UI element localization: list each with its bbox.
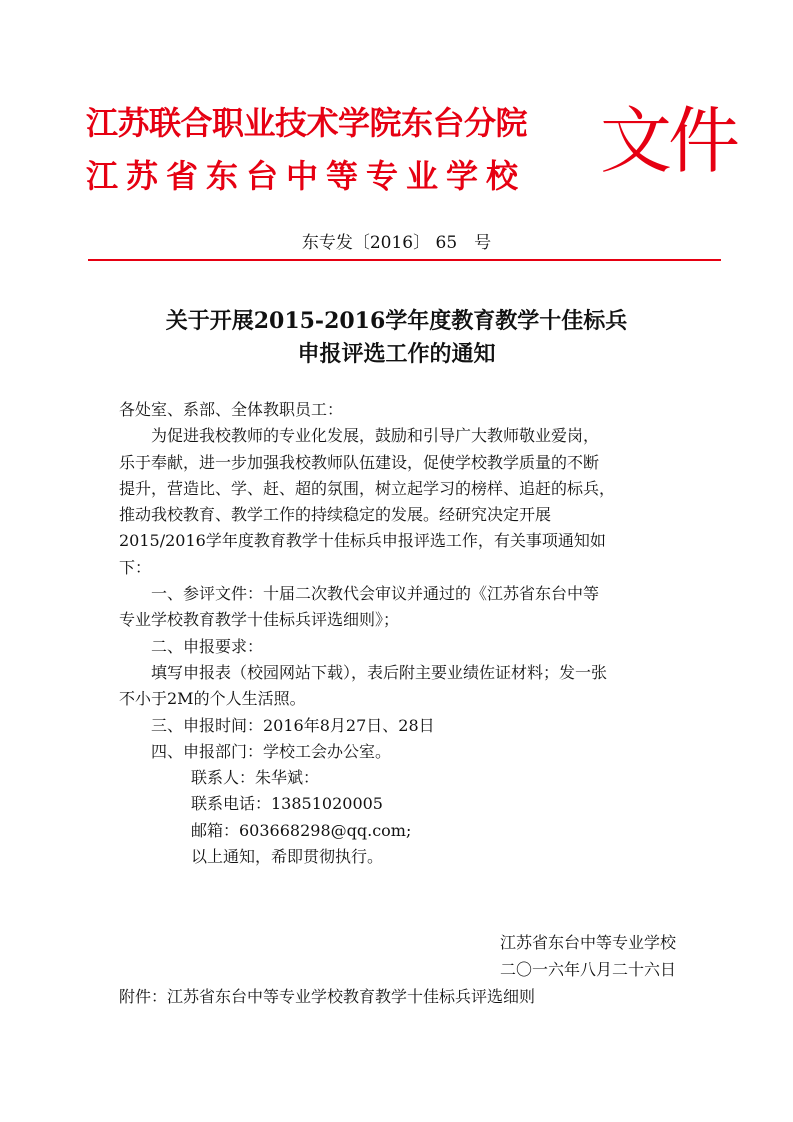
- notice-body: [119, 397, 689, 870]
- attachment-line: 附件：江苏省东台中等专业学校教育教学十佳标兵评选细则: [119, 987, 536, 1006]
- signature-org: 江苏省东台中等专业学校: [499, 933, 676, 952]
- salutation: 各处室、系部、全体教职员工：: [119, 400, 344, 419]
- notice-title-line1: 关于开展2015-2016学年度教育教学十佳标兵: [165, 308, 628, 334]
- closing-line: 以上通知，希即贯彻执行。: [191, 847, 384, 867]
- item2-line: 填写申报表（校园网站下载），表后附主要业绩佐证材料；发一张: [151, 662, 608, 682]
- notice-title-line2: 申报评选工作的通知: [297, 341, 496, 367]
- signature-date: 二〇一六年八月二十六日: [499, 960, 676, 979]
- para1-line: 提升，营造比、学、赶、超的氛围，树立起学习的榜样、追赶的标兵，: [119, 478, 616, 498]
- item3-time: 三、申报时间：2016年8月27日、28日: [151, 715, 435, 735]
- para1-line: 推动我校教育、教学工作的持续稳定的发展。经研究决定开展: [119, 505, 552, 525]
- item1-line: 专业学校教育教学十佳标兵评选细则》；: [119, 610, 400, 630]
- contact-phone: 联系电话：13851020005: [191, 794, 383, 814]
- item2-title: 二、申报要求：: [151, 636, 264, 656]
- issuing-org-line2: 江苏省东台中等专业学校: [86, 157, 527, 195]
- para1-line: 为促进我校教师的专业化发展，鼓励和引导广大教师敬业爱岗，: [151, 426, 600, 446]
- para1-line: 2015/2016学年度教育教学十佳标兵申报评选工作，有关事项通知如: [119, 531, 606, 551]
- contact-email: 邮箱：603668298@qq.com;: [191, 820, 412, 840]
- para1-line: 下：: [119, 557, 152, 577]
- contact-person: 联系人：朱华斌：: [191, 768, 320, 788]
- document-type-label: 文件: [600, 99, 737, 183]
- item4-department: 四、申报部门：学校工会办公室。: [151, 741, 392, 761]
- red-divider-line: [88, 259, 721, 261]
- item2-line: 不小于2M的个人生活照。: [119, 689, 306, 709]
- para1-line: 乐于奉献，进一步加强我校教师队伍建设，促使学校教学质量的不断: [119, 452, 600, 472]
- document-number: 东专发〔2016〕 65 号: [301, 233, 492, 253]
- issuing-org-line1: 江苏联合职业技术学院东台分院: [86, 104, 528, 142]
- item1-line: 一、参评文件：十届二次教代会审议并通过的《江苏省东台中等: [151, 584, 600, 604]
